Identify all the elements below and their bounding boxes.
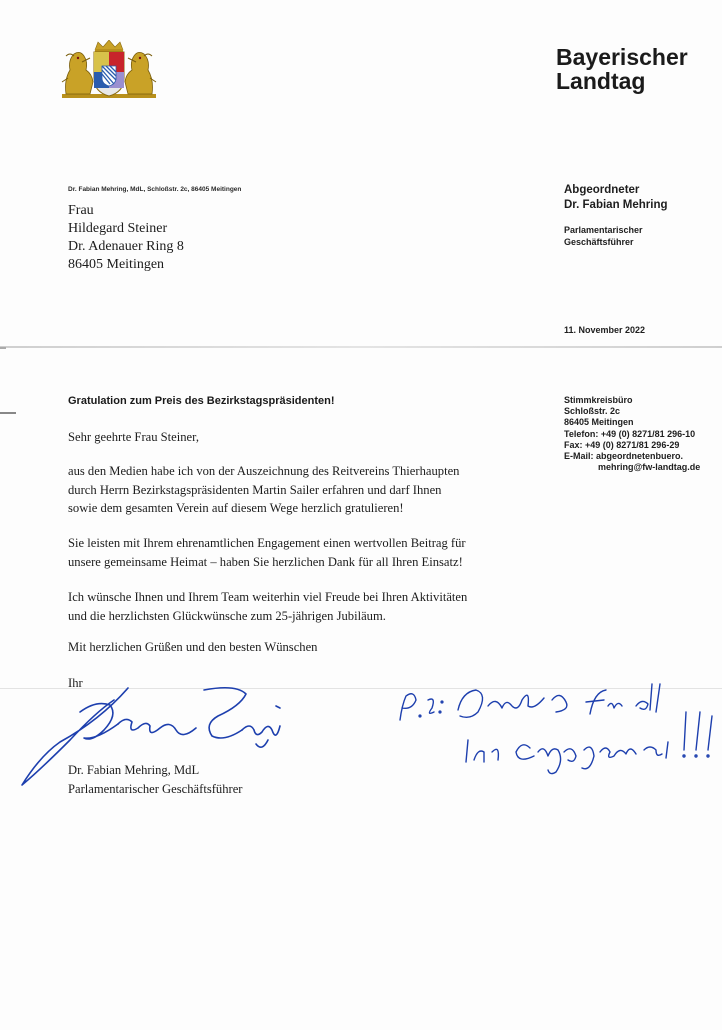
office-fax: Fax: +49 (0) 8271/81 296-29 bbox=[564, 439, 680, 450]
paragraph-3-line: und die herzlichsten Glückwünsche zum 25-jährigen Jubiläum. bbox=[68, 608, 386, 623]
recipient-salutation: Frau bbox=[68, 203, 94, 218]
office-email-line-2: mehring@fw-landtag.de bbox=[598, 462, 701, 473]
return-address-line: Dr. Fabian Mehring, MdL, Schloßstr. 2c, 86405 Meitingen bbox=[68, 186, 242, 193]
sender-function-line-2: Geschäftsführer bbox=[564, 237, 634, 247]
office-title: Stimmkreisbüro bbox=[564, 395, 633, 405]
recipient-name: Hildegard Steiner bbox=[68, 221, 168, 236]
handwritten-signature bbox=[22, 688, 280, 785]
office-street: Schloßstr. 2c bbox=[564, 406, 621, 417]
paragraph-2-line: unsere gemeinsame Heimat – haben Sie herzlichen Dank für all Ihren Einsatz! bbox=[68, 554, 463, 569]
recipient-street: Dr. Adenauer Ring 8 bbox=[68, 239, 184, 254]
closing-text: Mit herzlichen Grüßen und den besten Wünschen bbox=[68, 640, 318, 654]
sender-name: Dr. Fabian Mehring bbox=[564, 199, 668, 211]
paragraph-1-line: durch Herrn Bezirkstagspräsidenten Martin Sailer erfahren und darf Ihnen bbox=[68, 482, 442, 497]
office-email-line-1: E-Mail: abgeordnetenbuero. bbox=[564, 451, 684, 462]
signatory-name: Dr. Fabian Mehring, MdL bbox=[68, 763, 200, 777]
letter-date: 11. November 2022 bbox=[564, 325, 646, 335]
office-city: 86405 Meitingen bbox=[564, 417, 634, 428]
office-phone: Telefon: +49 (0) 8271/81 296-10 bbox=[564, 428, 696, 439]
sender-role: Abgeordneter bbox=[564, 184, 640, 196]
brand-line-1: Bayerischer bbox=[556, 44, 688, 70]
handwritten-ps-note bbox=[400, 684, 712, 774]
closing-word-text: Ihr bbox=[68, 676, 83, 690]
paragraph-1-line: sowie dem gesamten Verein auf diesem Wege herzlich gratulieren! bbox=[68, 501, 404, 516]
recipient-city: 86405 Meitingen bbox=[68, 257, 165, 272]
paragraph-2-line: Sie leisten mit Ihrem ehrenamtlichen Engagement einen wertvollen Beitrag für bbox=[68, 536, 466, 550]
paragraph-1-line: aus den Medien habe ich von der Auszeichnung des Reitvereins Thierhaupten bbox=[68, 464, 460, 478]
letter-subject: Gratulation zum Preis des Bezirkstagspräsidenten! bbox=[68, 395, 335, 407]
brand-line-2: Landtag bbox=[556, 68, 646, 94]
signatory-title: Parlamentarischer Geschäftsführer bbox=[68, 781, 243, 796]
paragraph-3-line: Ich wünsche Ihnen und Ihrem Team weiterhin viel Freude bei Ihren Aktivitäten bbox=[68, 590, 468, 604]
salutation-text: Sehr geehrte Frau Steiner, bbox=[68, 430, 199, 444]
sender-function-line-1: Parlamentarischer bbox=[564, 225, 643, 235]
